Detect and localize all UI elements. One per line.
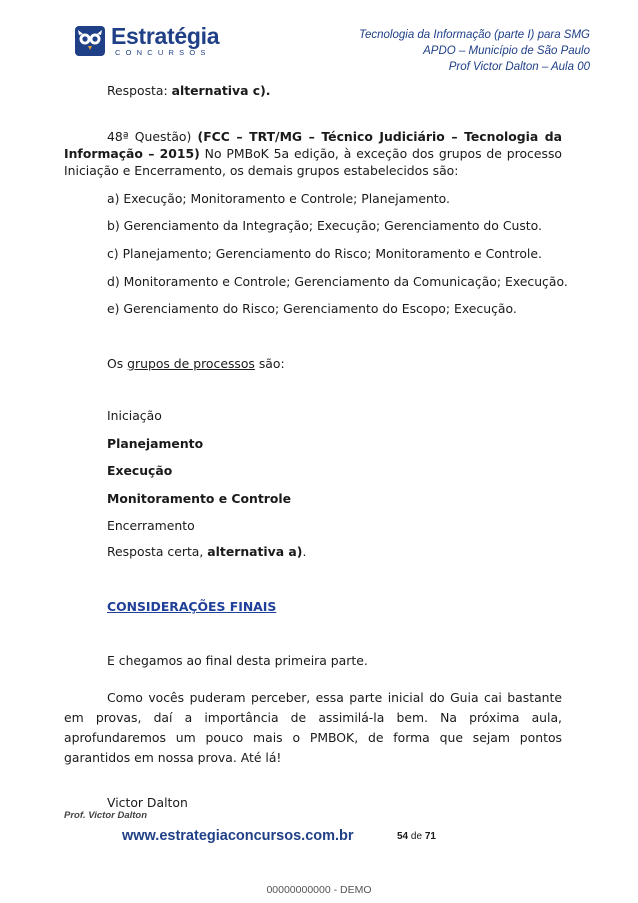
correct-answer-choice: alternativa a) <box>207 544 303 559</box>
section-heading-final: CONSIDERAÇÕES FINAIS <box>107 599 277 614</box>
page-separator: de <box>408 831 425 842</box>
option-c: c) Planejamento; Gerenciamento do Risco; Monitoramento e Controle. <box>107 246 542 261</box>
footer-author: Prof. Victor Dalton <box>64 810 148 821</box>
question-source: (FCC – TRT/MG – Técnico Judiciário – Tecnologia da Informação – 2015) <box>64 129 562 161</box>
groups-intro <box>107 355 285 372</box>
previous-answer-prefix: Resposta: <box>107 83 172 98</box>
question-text: No PMBoK 5a edição, à exceção dos grupos de processo Iniciação e Encerramento, os demais grupos estabelecidos são: <box>64 146 562 178</box>
estrategia-logo <box>75 24 235 58</box>
closing-paragraph: Como vocês puderam perceber, essa parte inicial do Guia cai bastante em provas, daí a importância de assimilá-la bem. Na próxima aula, aprofundaremos um pouco mais o PMBOK, de forma que sejam pontos garantidos em nossa prova. Até lá! <box>64 690 562 765</box>
group-execution: Execução <box>107 463 173 478</box>
owl-logo-icon <box>75 26 105 56</box>
page-total: 71 <box>424 831 436 842</box>
group-initiation: Iniciação <box>107 408 162 423</box>
signature: Victor Dalton <box>107 795 188 810</box>
group-monitoring-control: Monitoramento e Controle <box>107 491 292 506</box>
correct-answer-prefix: Resposta certa, <box>107 544 208 559</box>
correct-answer <box>107 543 306 560</box>
logo-subtext: CONCURSOS <box>115 48 211 57</box>
question-number: 48ª Questão) <box>107 129 198 144</box>
correct-answer-suffix: . <box>302 544 307 559</box>
footer-website-link[interactable]: www.estrategiaconcursos.com.br <box>122 828 354 844</box>
option-a: a) Execução; Monitoramento e Controle; Planejamento. <box>107 191 450 206</box>
groups-intro-prefix: Os <box>107 356 128 371</box>
course-title: Tecnologia da Informação (parte I) para SMG <box>359 29 590 41</box>
logo-wordmark: Estratégia <box>111 23 220 49</box>
option-e: e) Gerenciamento do Risco; Gerenciamento do Escopo; Execução. <box>107 301 517 316</box>
closing-line: E chegamos ao final desta primeira parte. <box>107 653 368 668</box>
course-subtitle: APDO – Município de São Paulo <box>423 45 590 57</box>
groups-intro-term: grupos de processos <box>127 356 255 371</box>
group-closing: Encerramento <box>107 518 195 533</box>
option-b: b) Gerenciamento da Integração; Execução; Gerenciamento do Custo. <box>107 218 542 233</box>
option-d: d) Monitoramento e Controle; Gerenciamento da Comunicação; Execução. <box>107 274 568 289</box>
question-statement <box>64 128 562 179</box>
page-current: 54 <box>397 831 409 842</box>
page-number <box>397 831 436 842</box>
demo-watermark: 00000000000 - DEMO <box>266 884 372 896</box>
previous-answer-choice: alternativa c). <box>171 83 271 98</box>
previous-answer <box>107 82 270 99</box>
group-planning: Planejamento <box>107 436 204 451</box>
groups-intro-suffix: são: <box>254 356 285 371</box>
course-teacher-lesson: Prof Victor Dalton – Aula 00 <box>448 61 590 73</box>
